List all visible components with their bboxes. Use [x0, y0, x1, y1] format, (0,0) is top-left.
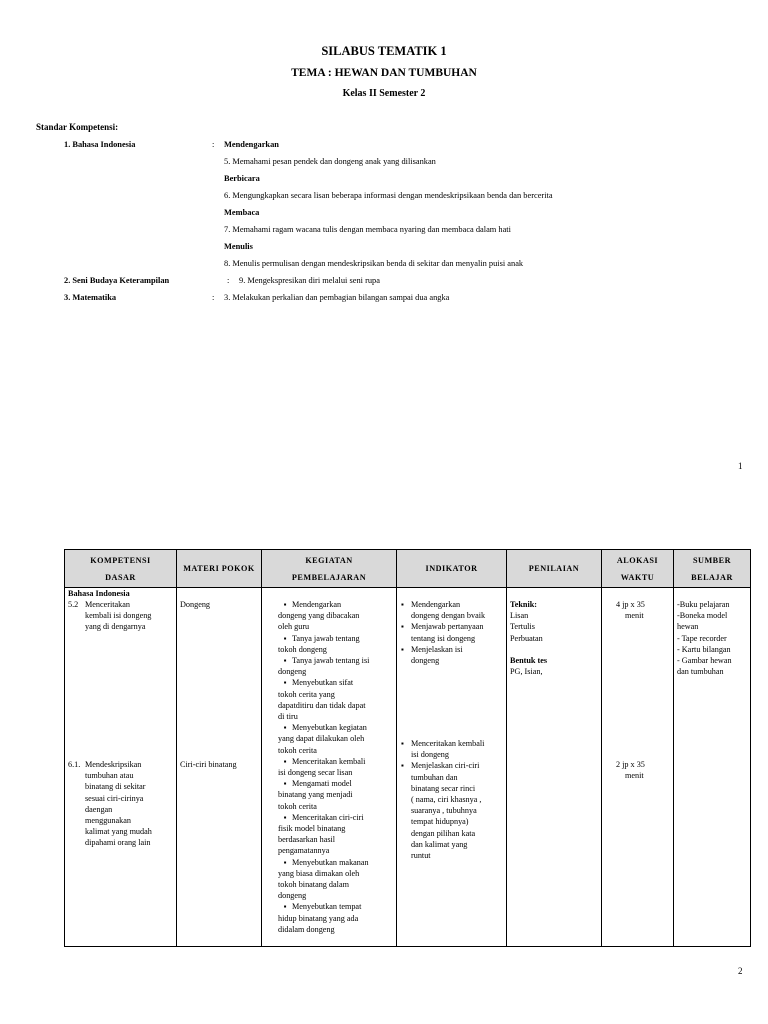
cell-indikator: [397, 588, 507, 947]
indikator-list: [401, 738, 505, 861]
list-item: ▪ Menjelaskan isi dongeng: [401, 644, 505, 666]
table-header-row: [65, 550, 751, 588]
separator: :: [227, 276, 230, 285]
header-kegiatan-pembelajaran: KEGIATAN PEMBELAJARAN: [262, 550, 397, 588]
skill-mendengarkan: Mendengarkan: [224, 140, 279, 149]
subject-label-bahasa: 1. Bahasa Indonesia: [64, 140, 136, 149]
list-item: ▪ Tanya jawab tentang tokoh dongeng: [278, 633, 360, 654]
header-sumber-belajar: SUMBER BELAJAR: [674, 550, 751, 588]
syllabus-table: [64, 549, 751, 947]
skill-menulis: Menulis: [224, 242, 253, 251]
indikator-list: [401, 599, 505, 666]
list-item: ▪ Mendengarkan dongeng yang dibacakan oleh guru: [278, 600, 360, 632]
list-item: ▪ Mengamati model binatang yang menjadi tokoh cerita: [278, 779, 353, 811]
kd-number: 6.1.: [68, 760, 81, 769]
header-materi-pokok: MATERI POKOK: [177, 550, 262, 588]
document-title: SILABUS TEMATIK 1: [321, 44, 447, 58]
cell-materi-pokok: [177, 588, 262, 947]
sk-item-5: 5. Memahami pesan pendek dan dongeng anak yang dilisankan: [224, 157, 436, 166]
separator: :: [212, 140, 215, 149]
sumber-list: -Buku pelajaran -Boneka model hewan - Tape recorder - Kartu bilangan - Gambar hewan dan tumbuhan: [677, 600, 732, 677]
cell-alokasi-waktu: [602, 588, 674, 947]
sk-item-7: 7. Memahami ragam wacana tulis dengan membaca nyaring dan membaca dalam hati: [224, 225, 511, 234]
class-semester: Kelas II Semester 2: [342, 88, 426, 99]
cell-penilaian: [507, 588, 602, 947]
kd-text: Mendeskripsikan tumbuhan atau binatang di sekitar sesuai ciri-cirinya daengan menggunakan kalimat yang mudah dipahami orang lain: [85, 760, 152, 848]
separator: :: [212, 293, 215, 302]
materi-item: Dongeng: [180, 600, 211, 609]
cell-sumber-belajar: [674, 588, 751, 947]
cell-kegiatan-pembelajaran: [262, 588, 397, 947]
skill-membaca: Membaca: [224, 208, 260, 217]
header-penilaian: PENILAIAN: [507, 550, 602, 588]
kd-number: 5.2: [68, 600, 79, 609]
cell-kompetensi-dasar: [65, 588, 177, 947]
subject-label-sbk: 2. Seni Budaya Keterampilan: [64, 276, 170, 285]
list-item: ▪ Menceritakan kembali isi dongeng secar lisan: [278, 756, 366, 778]
list-item: ▪ Menceritakan kembali isi dongeng: [401, 738, 505, 760]
list-item: ▪ Menyebutkan tempat hidup binatang yang ada didalam dongeng: [278, 902, 362, 934]
table-row: [65, 588, 751, 947]
subject-label-matematika: 3. Matematika: [64, 293, 117, 302]
alokasi-item: 2 jp x 35 menit: [616, 760, 645, 781]
materi-item: Ciri-ciri binatang: [180, 760, 237, 769]
header-alokasi-waktu: ALOKASI WAKTU: [602, 550, 674, 588]
list-item: ▪ Menjawab pertanyaan tentang isi dongeng: [401, 621, 505, 643]
standar-kompetensi-heading: Standar Kompetensi:: [36, 122, 119, 132]
list-item: ▪ Tanya jawab tentang isi dongeng: [278, 656, 370, 677]
list-item: ▪ Menceritakan ciri-ciri fisik model binatang berdasarkan hasil pengamatannya: [278, 812, 364, 856]
kd-text: Menceritakan kembali isi dongeng yang di dengarnya: [85, 600, 152, 632]
kd-subject: Bahasa Indonesia: [68, 589, 130, 598]
sk-item-9: 9. Mengekspresikan diri melalui seni rupa: [239, 276, 380, 285]
sk-item-6: 6. Mengungkapkan secara lisan beberapa informasi dengan mendeskripsikaan benda dan bercerita: [224, 191, 553, 200]
bentuk-label: Bentuk tes: [510, 655, 548, 665]
alokasi-item: 4 jp x 35 menit: [616, 600, 645, 621]
theme-title: TEMA : HEWAN DAN TUMBUHAN: [291, 67, 477, 79]
list-item: ▪ Menyebutkan makanan yang biasa dimakan oleh tokoh binatang dalam dongeng: [278, 857, 369, 901]
page-number: 2: [738, 966, 743, 976]
list-item: ▪ Menyebutkan sifat tokoh cerita yang dapatditiru dan tidak dapat di tiru: [278, 678, 366, 722]
page-number: 1: [738, 461, 743, 471]
header-kompetensi-dasar: KOMPETENSI DASAR: [65, 550, 177, 588]
sk-item-8: 8. Menulis permulisan dengan mendeskripsikan benda di sekitar dan menyalin puisi anak: [224, 259, 524, 268]
penilaian-block: Teknik: Lisan Tertulis Perbuatan Bentuk tes PG, Isian,: [510, 600, 548, 677]
list-item: ▪ Menyebutkan kegiatan yang dapat dilakukan oleh tokoh cerita: [278, 723, 367, 755]
header-indikator: INDIKATOR: [397, 550, 507, 588]
list-item: ▪ Mendengarkan dongeng dengan bvaik: [401, 599, 505, 621]
teknik-label: Teknik:: [510, 600, 538, 609]
list-item: ▪ Menjelaskan ciri-ciri tumbuhan dan binatang secar rinci ( nama, ciri khasnya , suaranya , tubuhnya tempat hidupnya) dengan pilihan kata dan kalimat yang runtut: [401, 760, 505, 861]
skill-berbicara: Berbicara: [224, 174, 260, 183]
sk-item-math-3: 3. Melakukan perkalian dan pembagian bilangan sampai dua angka: [224, 293, 450, 302]
kegiatan-list: [268, 599, 394, 935]
